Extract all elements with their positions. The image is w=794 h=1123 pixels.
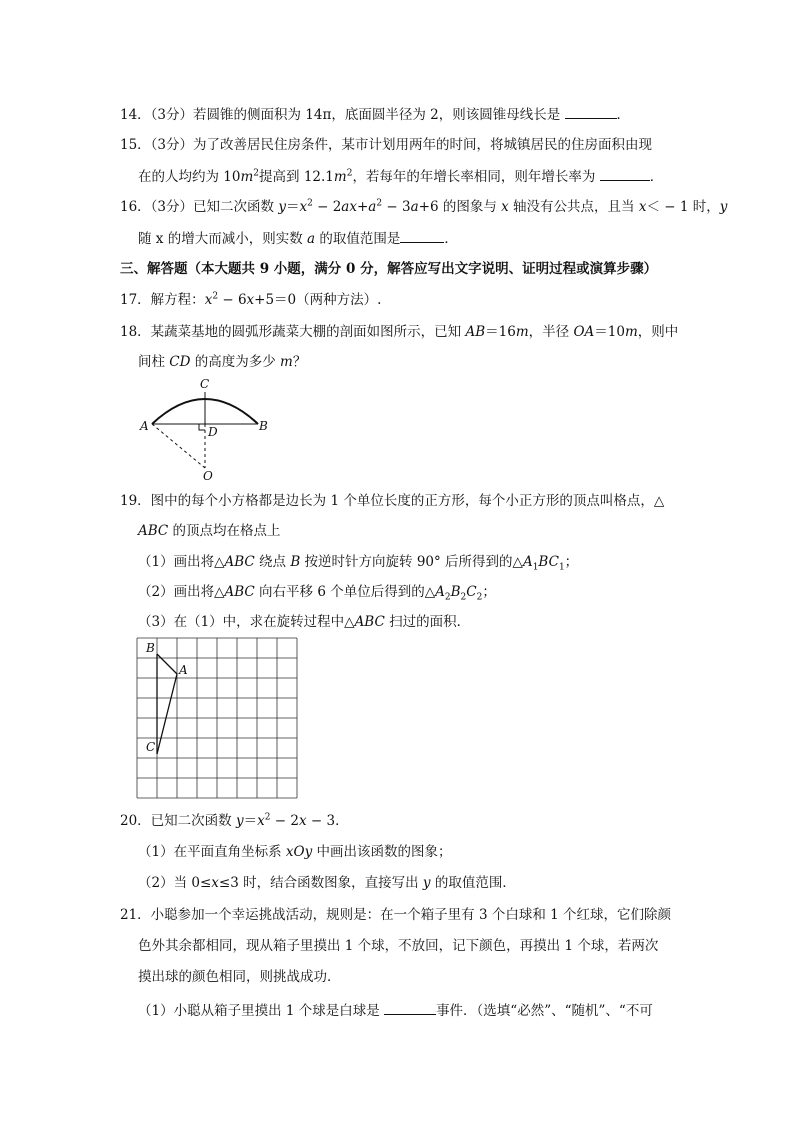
q18-dashed-ao [152, 424, 205, 468]
q19-p3-t1: （3）在（1）中，求在旋转过程中△ [138, 614, 355, 630]
question-21-line3 [138, 968, 341, 986]
q14-text: 14．（3分）若圆锥的侧面积为 14π，底面圆半径为 2，则该圆锥母线长是 [120, 107, 561, 123]
q20-p2-t3: 的取值范围． [430, 875, 516, 891]
q16-answer-blank[interactable] [400, 228, 444, 243]
q16-l2-a: a [307, 231, 316, 247]
q21-text-line1: 21．小聪参加一个幸运挑战活动，规则是：在一个箱子里有 3 个白球和 1 个红球，它们除颜 [120, 907, 672, 923]
question-14 [120, 104, 630, 124]
q18-label-a: A [140, 419, 149, 433]
q16-sup1: 2 [307, 198, 313, 209]
q15-m1: m [240, 169, 254, 185]
q19-l2-t: 的顶点均在格点上 [168, 523, 281, 539]
question-16-line1 [120, 198, 727, 216]
q19-abc: ABC [138, 523, 169, 539]
q16-l2-t2: 的增大而减小，则实数 [163, 231, 308, 247]
q20-sup: 2 [264, 812, 271, 823]
q20-eq: ＝ [243, 813, 258, 829]
q19-p2-sub2: 2 [460, 592, 467, 603]
q15-period: ． [649, 169, 664, 185]
section-3-title-text: 三、解答题（本大题共 9 小题，满分 0 分，解答应写出文字说明、证明过程或演算步骤） [120, 261, 658, 277]
question-19-part1 [138, 553, 578, 571]
q19-p1-a1: A [522, 554, 533, 570]
q16-a1: a [341, 199, 350, 215]
q16-period: ． [444, 231, 458, 247]
q19-p2-sub1: 2 [444, 592, 451, 603]
q17-x1: x [204, 292, 213, 308]
q20-y: y [235, 813, 244, 829]
q19-p1-sub2: 1 [558, 562, 565, 573]
q16-a2: a [368, 199, 377, 215]
q18-t3: ，半径 [528, 324, 574, 340]
q19-label-c: C [146, 740, 156, 754]
q16-x2: x [349, 199, 357, 215]
q16-t7: ＜ − 1 时， [646, 199, 720, 215]
q17-t3: +5＝0（两种方法）. [254, 292, 382, 308]
question-18-line1 [120, 323, 678, 341]
q19-p2-end: ； [482, 584, 496, 600]
q19-text-line1: 19．图中的每个小方格都是边长为 1 个单位长度的正方形，每个小正方形的顶点叫格点，△ [120, 493, 665, 509]
q16-y: y [278, 199, 286, 215]
q16-sup2: 2 [376, 198, 383, 209]
q19-p3-t2: 扫过的面积． [384, 614, 471, 630]
section-3-title [120, 260, 657, 278]
q16-t4: − 3 [382, 199, 411, 215]
q19-p2-b: B [450, 584, 461, 600]
q21-answer-blank[interactable] [384, 1000, 436, 1015]
q20-t2: − 2 [270, 813, 299, 829]
q21-p1-t1: （1）小聪从箱子里摸出 1 个球是白球是 [138, 1003, 380, 1019]
q18-cd: CD [169, 354, 191, 370]
question-15-line1 [120, 136, 652, 154]
q16-y2: y [719, 199, 728, 215]
q18-m3: m [280, 354, 293, 370]
q14-answer-blank[interactable] [565, 104, 617, 119]
q18-arc-figure [130, 372, 280, 484]
q17-x2: x [246, 292, 255, 308]
q16-t5: +6 的图象与 [418, 199, 502, 215]
question-20-part1 [138, 843, 452, 861]
q19-p1-b: B [290, 554, 301, 570]
q17-sup: 2 [212, 291, 219, 302]
q15-m2: m [333, 169, 347, 185]
question-20-part2 [138, 874, 516, 892]
question-19-part3 [138, 613, 470, 631]
q18-l2-t1: 间柱 [138, 354, 170, 370]
q15-sup1: 2 [253, 168, 260, 179]
q15-sup2: 2 [346, 168, 353, 179]
q19-p2-c: C [466, 584, 477, 600]
question-21-line1 [120, 906, 671, 924]
question-20 [120, 812, 349, 830]
q15-answer-blank[interactable] [600, 166, 650, 181]
q15-t1: 在的人均约为 10 [138, 169, 241, 185]
q16-t2: − 2 [312, 199, 342, 215]
q19-grid-figure [133, 636, 303, 802]
q19-p3-abc: ABC [354, 614, 385, 630]
q19-p1-t3: 按逆时针方向旋转 90° 后所得到的△ [300, 554, 523, 570]
q18-label-c: C [200, 377, 210, 391]
q19-p1-abc: ABC [224, 554, 255, 570]
q18-m1: m [515, 324, 529, 340]
q18-l2-t2: 的高度为多少 [190, 354, 281, 370]
q20-p2-t2: ≤3 时，结合函数图象，直接写出 [218, 875, 423, 891]
q18-ab: AB [465, 324, 486, 340]
q19-p1-t1: （1）画出将△ [138, 554, 225, 570]
question-21-line2 [138, 937, 658, 955]
q20-p2-y: y [422, 875, 431, 891]
q16-x3: x [501, 199, 509, 215]
q18-t1: 18．某蔬菜基地的圆弧形蔬菜大棚的剖面如图所示，已知 [120, 324, 466, 340]
q20-p1-t1: （1）在平面直角坐标系 [138, 844, 286, 860]
q16-t6: 轴没有公共点，且当 [508, 199, 639, 215]
q19-label-b: B [146, 641, 155, 655]
q20-x2: x [298, 813, 307, 829]
q18-l2-t3: ？ [292, 354, 307, 370]
question-16-line2 [138, 228, 458, 248]
q19-p1-sub1: 1 [532, 562, 539, 573]
q16-x4: x [638, 199, 647, 215]
q19-p1-t2: 绕点 [254, 554, 291, 570]
q19-p2-a: A [435, 584, 445, 600]
q21-text-line2: 色外其余都相同，现从箱子里摸出 1 个球，不放回，记下颜色，再摸出 1 个球，若两次 [138, 938, 659, 954]
question-19-line1 [120, 492, 664, 510]
question-15-line2 [138, 166, 663, 186]
q19-p1-bc: BC [538, 554, 559, 570]
q19-label-a: A [179, 663, 188, 677]
q18-right-angle-mark [199, 424, 205, 430]
q20-p1-t2: 中画出该函数的图象； [312, 844, 452, 860]
q20-p1-xoy: xOy [285, 844, 313, 860]
q16-l2-x: x [155, 231, 164, 247]
q16-l2-t1: 随 [138, 231, 156, 247]
question-18-line2 [138, 353, 306, 371]
q19-p2-sub3: 2 [476, 592, 483, 603]
q21-text-line3: 摸出球的颜色相同，则挑战成功． [138, 969, 341, 985]
q20-t3: − 3． [306, 813, 349, 829]
q18-t5: ，则中 [637, 324, 679, 340]
q19-p2-t2: 向右平移 6 个单位后得到的△ [254, 584, 436, 600]
q19-p1-end: ； [564, 554, 579, 570]
q17-t1: 17．解方程： [120, 292, 205, 308]
q16-t1: 16．（3分）已知二次函数 [120, 199, 279, 215]
question-17 [120, 291, 381, 309]
q16-eq: ＝ [285, 199, 300, 215]
q18-m2: m [624, 324, 638, 340]
q16-a3: a [410, 199, 419, 215]
q19-grid-lines [137, 638, 297, 798]
q17-t2: − 6 [218, 292, 247, 308]
q20-t1: 20．已知二次函数 [120, 813, 236, 829]
question-19-part2 [138, 583, 496, 601]
q18-oa: OA [573, 324, 595, 340]
q18-label-d: D [208, 425, 218, 439]
q18-t2: ＝16 [485, 324, 516, 340]
q19-p2-abc: ABC [224, 584, 255, 600]
q15-t2: 提高到 12.1 [259, 169, 334, 185]
q20-x1: x [257, 813, 265, 829]
q21-p1-t2: 事件．（选填“必然”、“随机”、“不可 [436, 1003, 653, 1019]
q16-l2-t3: 的取值范围是 [315, 231, 401, 247]
q16-x1: x [299, 199, 308, 215]
q14-period: ． [616, 107, 631, 123]
question-21-part1 [138, 1000, 653, 1020]
q18-t4: ＝10 [594, 324, 625, 340]
q18-label-o: O [203, 469, 213, 483]
q19-p2-t1: （2）画出将△ [138, 584, 225, 600]
q20-p2-x: x [211, 875, 219, 891]
q15-t3: ，若每年的年增长率相同，则年增长率为 [352, 169, 596, 185]
q15-text-line1: 15．（3分）为了改善居民住房条件，某市计划用两年的时间，将城镇居民的住房面积由现 [120, 137, 653, 153]
q19-triangle-abc [157, 654, 177, 754]
q20-p2-t1: （2）当 0≤ [138, 875, 212, 891]
question-19-line2 [138, 522, 281, 540]
q16-t3: + [356, 199, 369, 215]
q18-label-b: B [259, 419, 268, 433]
